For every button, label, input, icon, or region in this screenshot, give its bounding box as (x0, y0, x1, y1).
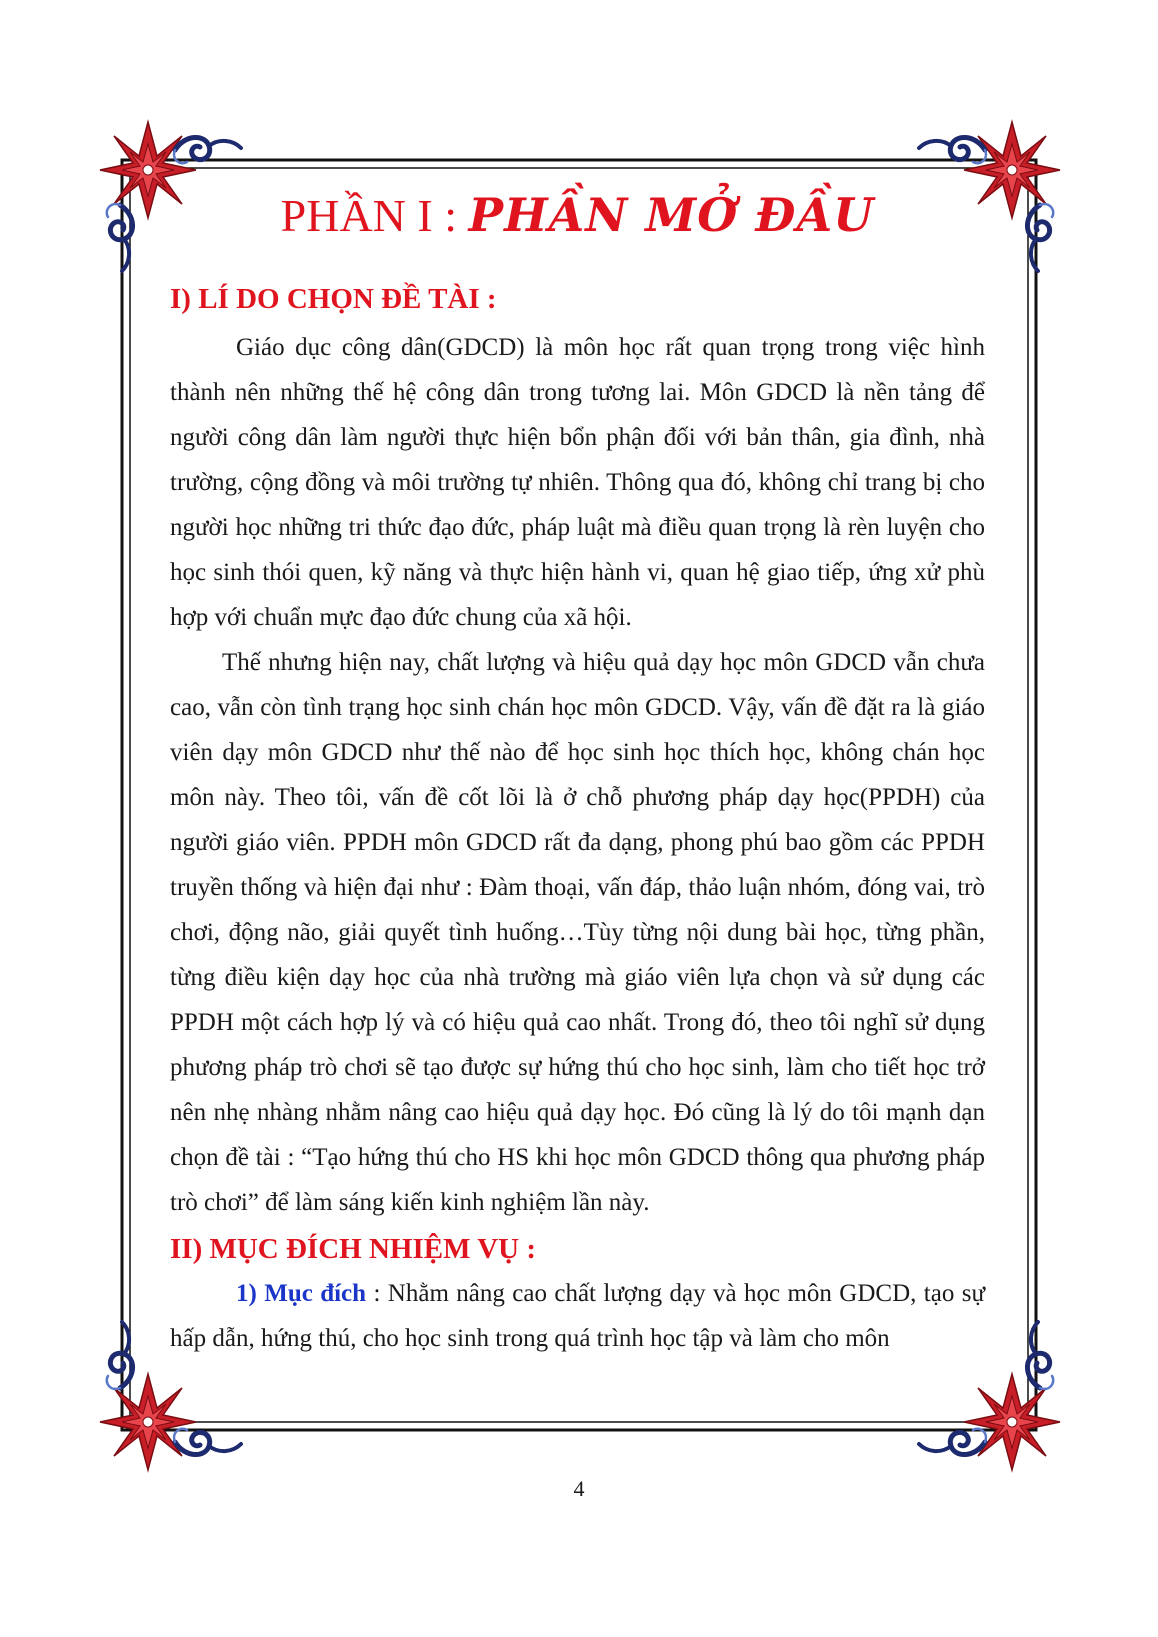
paragraph-intro: Giáo dục công dân(GDCD) là môn học rất quan trọng trong việc hình thành nên những thế hệ công dân trong tương lai. Môn GDCD là nền tảng để người công dân làm người thực hiện bổn phận đối với bản thân, gia đình, nhà trường, cộng đồng và môi trường tự nhiên. Thông qua đó, không chỉ trang bị cho người học những tri thức đạo đức, pháp luật mà điều quan trọng là rèn luyện cho học sinh thói quen, kỹ năng và thực hiện hành vi, quan hệ giao tiếp, ứng xử phù hợp với chuẩn mực đạo đức chung của xã hội. (170, 334, 985, 631)
paragraph-reason: Thế nhưng hiện nay, chất lượng và hiệu quả dạy học môn GDCD vẫn chưa cao, vẫn còn tình trạng học sinh chán học môn GDCD. Vậy, vấn đề đặt ra là giáo viên dạy môn GDCD như thế nào để học sinh học thích học, không chán học môn này. Theo tôi, vấn đề cốt lõi là ở chỗ phương pháp dạy học(PPDH) của người giáo viên. PPDH môn GDCD rất đa dạng, phong phú bao gồm các PPDH truyền thống và hiện đại như : Đàm thoại, vấn đáp, thảo luận nhóm, đóng vai, trò chơi, động não, giải quyết tình huống…Tùy từng nội dung bài học, từng phần, từng điều kiện dạy học của nhà trường mà giáo viên lựa chọn và sử dụng các PPDH một cách hợp lý và có hiệu quả cao nhất. Trong đó, theo tôi nghĩ sử dụng phương pháp trò chơi sẽ tạo được sự hứng thú cho học sinh, làm cho tiết học trở nên nhẹ nhàng nhằm nâng cao hiệu quả dạy học. Đó cũng là lý do tôi mạnh dạn chọn đề tài : “Tạo hứng thú cho HS khi học môn GDCD thông qua phương pháp trò chơi” để làm sáng kiến kinh nghiệm lần này. (170, 649, 985, 1216)
purpose-text: : Nhằm nâng cao chất lượng dạy và học môn GDCD, tạo sự hấp dẫn, hứng thú, cho học sinh trong quá trình học tập và làm cho môn (170, 1280, 985, 1352)
page-number: 4 (573, 1476, 585, 1501)
part-label: PHẦN I : (280, 190, 469, 241)
part-title (170, 180, 985, 251)
sub-heading-purpose: 1) Mục đích (236, 1280, 367, 1307)
paragraph-purpose (170, 1271, 985, 1361)
page-content (170, 180, 985, 1361)
part-title-text: PHẦN MỞ ĐẦU (468, 188, 875, 242)
section-heading-reason: I) LÍ DO CHỌN ĐỀ TÀI : (170, 283, 497, 315)
section-heading-purpose: II) MỤC ĐÍCH NHIỆM VỤ : (170, 1233, 536, 1265)
